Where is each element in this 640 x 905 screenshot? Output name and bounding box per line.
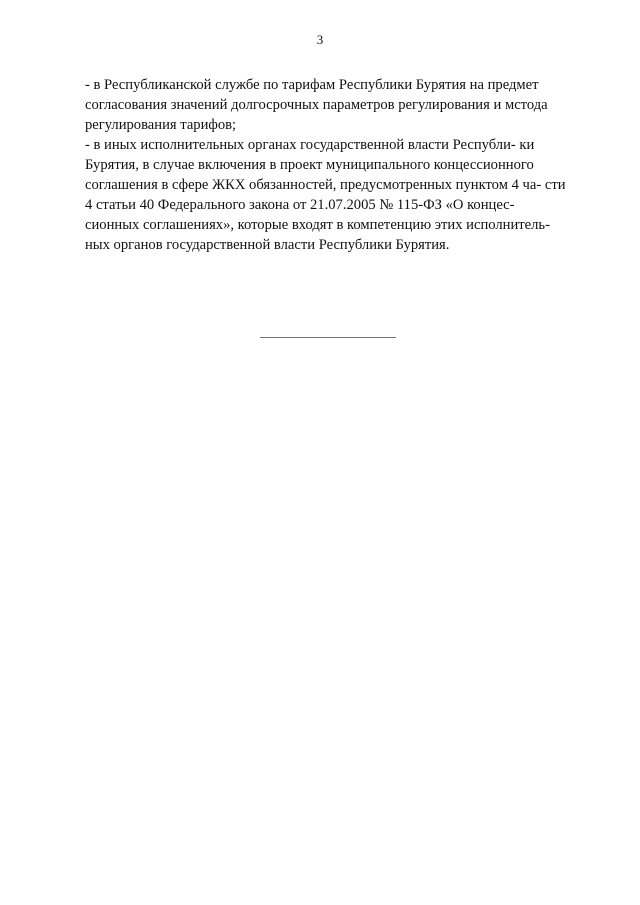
end-divider	[260, 337, 396, 338]
text-line: ки Бурятия, в случае включения в проект муниципального концессионного	[85, 137, 535, 173]
text-line: - в иных исполнительных органах государственной власти Республи-	[85, 137, 516, 153]
text-line: и мстода регулирования тарифов;	[85, 97, 548, 133]
text-line: сионных соглашениях», которые входят в компетенцию этих исполнитель-	[85, 217, 550, 233]
text-line: - в Республиканской службе по тарифам Республики Бурятия на	[85, 77, 484, 93]
text-line: соглашения в сфере ЖКХ обязанностей, предусмотренных пунктом 4 ча-	[85, 177, 542, 193]
document-body	[85, 75, 572, 255]
paragraph-executive-bodies	[85, 135, 572, 255]
page-number: 3	[316, 32, 324, 47]
paragraph-tariff-service	[85, 75, 572, 135]
text-line: предмет согласования значений долгосрочных параметров регулирования	[85, 77, 539, 113]
text-line: сти 4 статьи 40 Федерального закона от 21.07.2005 № 115-ФЗ «О концес-	[85, 177, 566, 213]
text-line: ных органов государственной власти Республики Бурятия.	[85, 237, 450, 253]
